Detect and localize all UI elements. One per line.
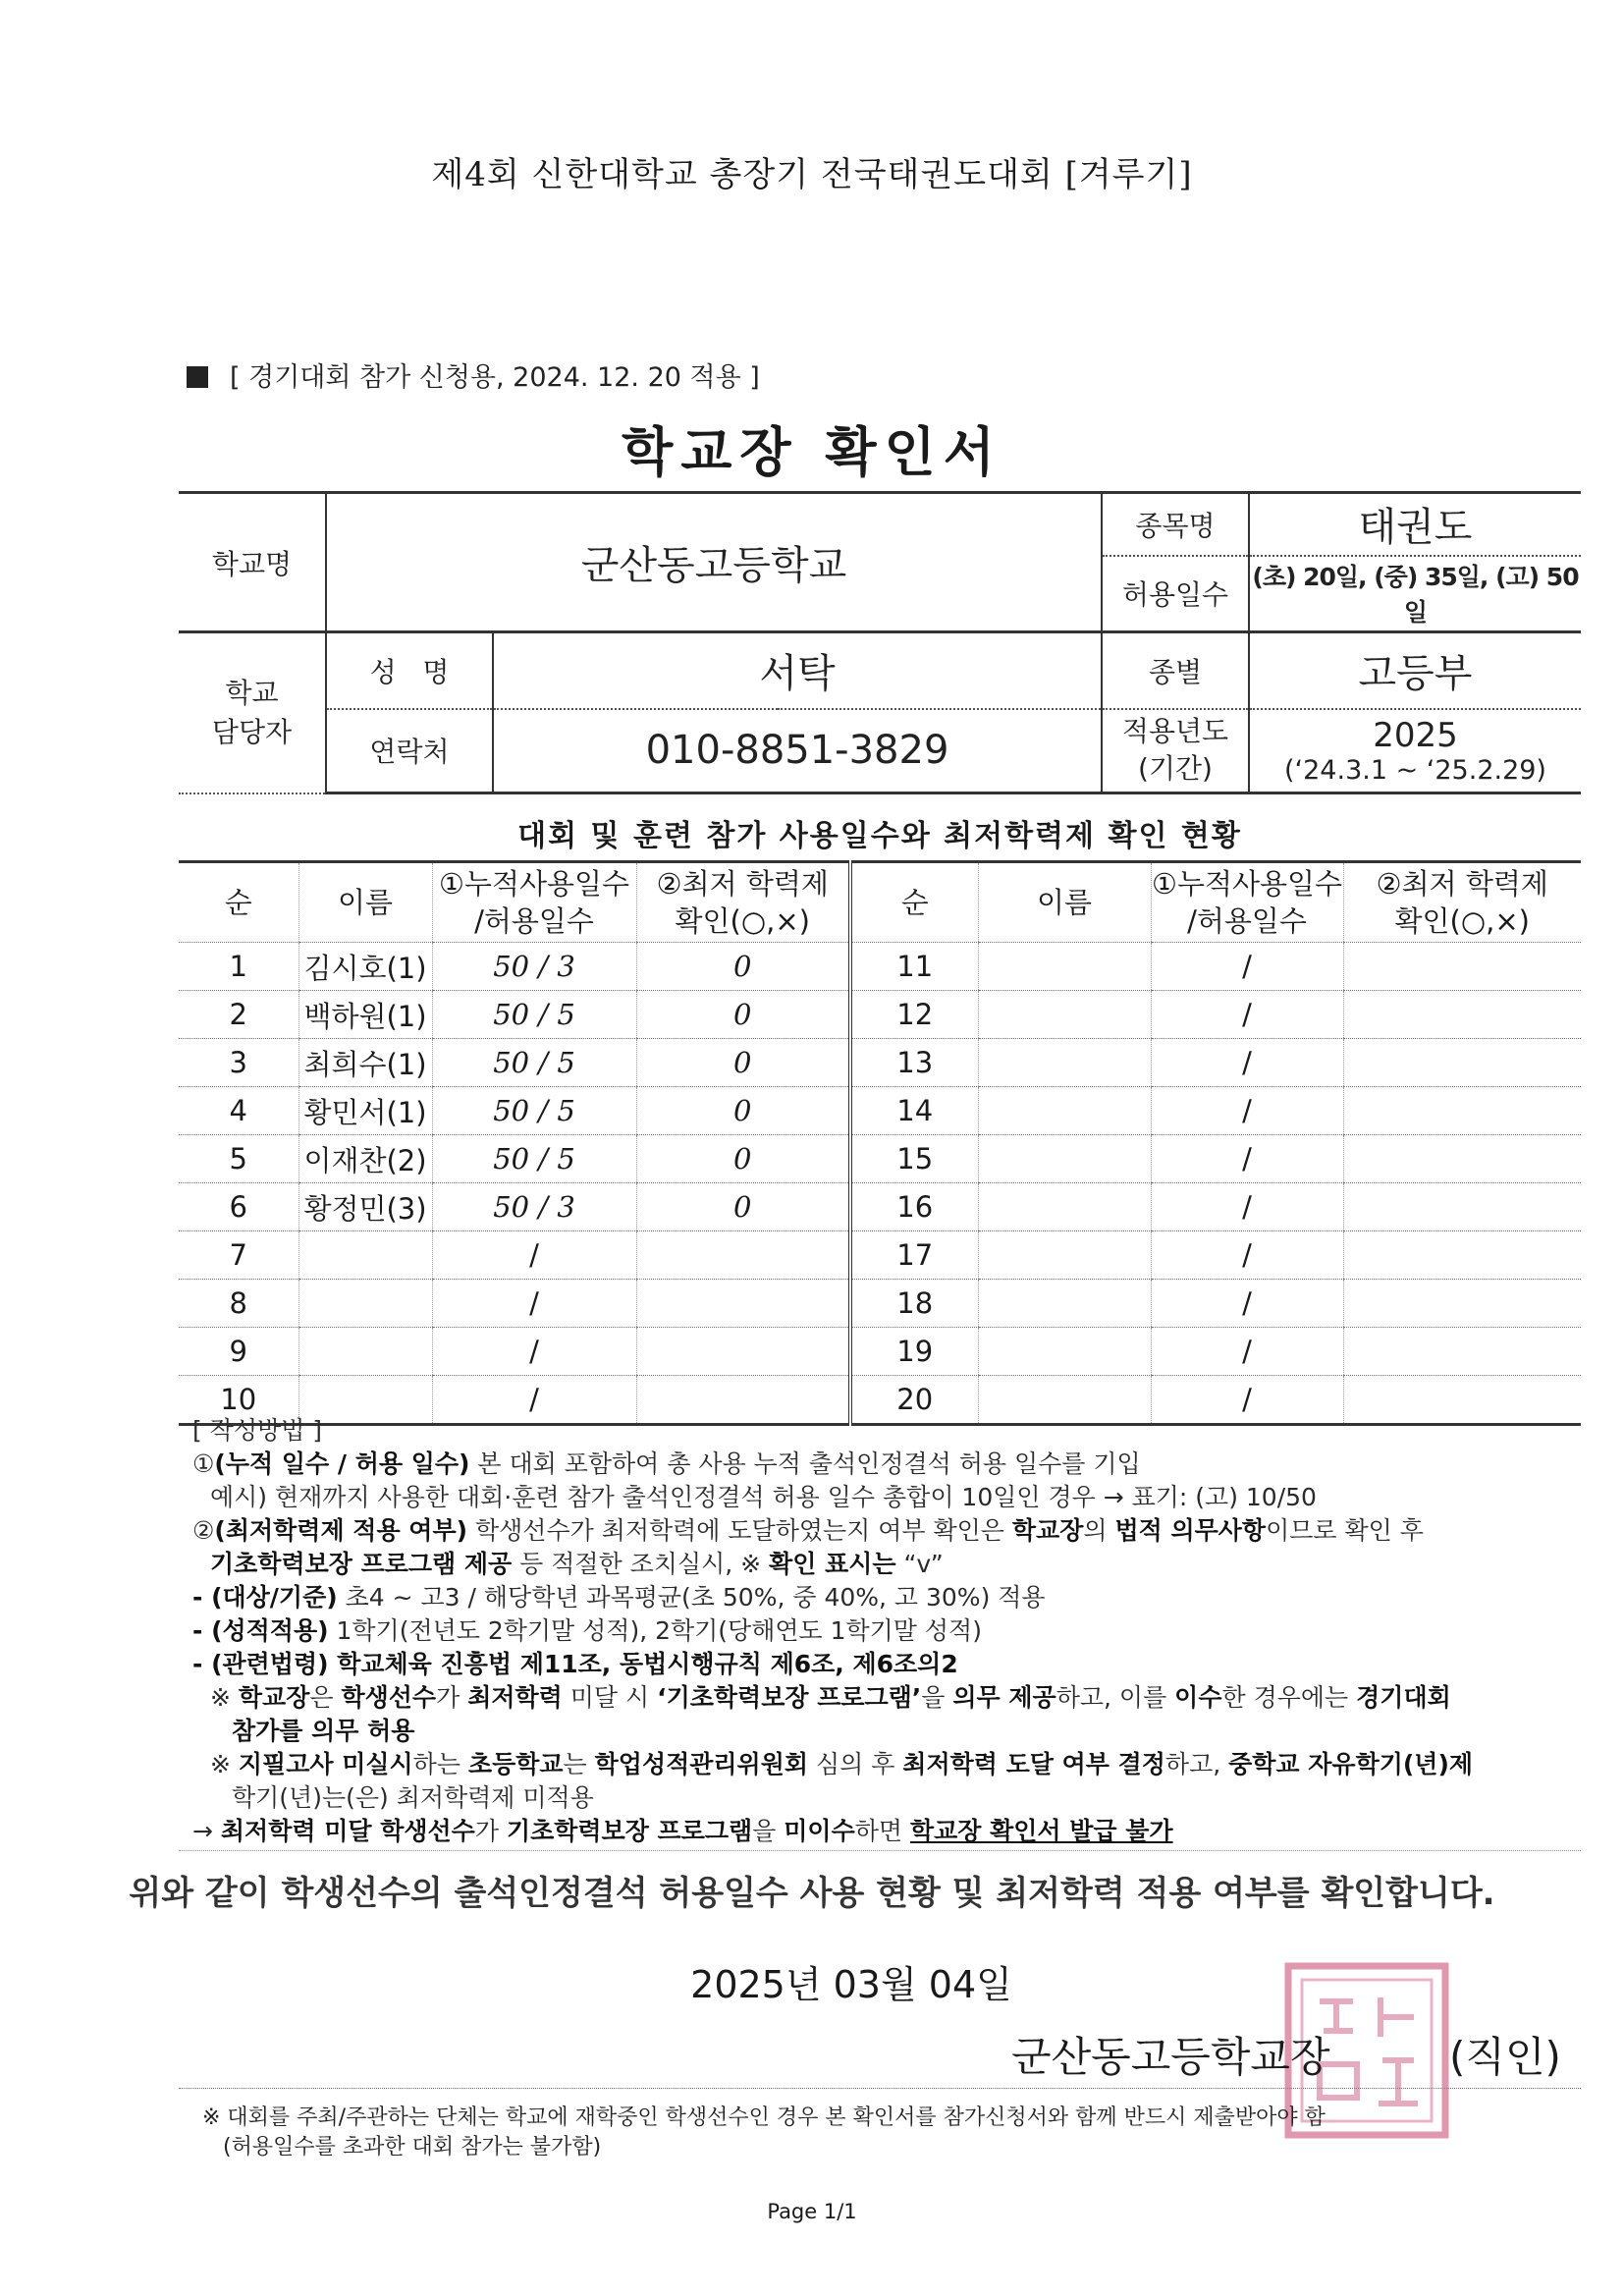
cell-used: / <box>1151 1280 1343 1328</box>
cell-check: 0 <box>636 1183 850 1231</box>
table-row <box>179 943 1581 991</box>
year-period: (‘24.3.1 ~ ‘25.2.29) <box>1284 754 1546 786</box>
cell-name <box>978 1135 1151 1183</box>
instruction-line-4: 기초학력보장 프로그램 제공 등 적절한 조치실시, ※ 확인 표시는 “v” <box>210 1550 944 1578</box>
cell-used: / <box>1151 1231 1343 1280</box>
cell-num: 7 <box>179 1231 298 1280</box>
table-row <box>179 1039 1581 1087</box>
col-name-header-right: 이름 <box>978 862 1151 943</box>
instruction-line-6: - (성적적용) 1학기(전년도 2학기말 성적), 2학기(당해연도 1학기말 성적) <box>192 1616 982 1645</box>
cell-check <box>636 1231 850 1280</box>
cell-num: 16 <box>850 1183 978 1231</box>
cell-check <box>1343 943 1581 991</box>
manager-name-value: 서탁 <box>493 632 1102 709</box>
allowed-days-label: 허용일수 <box>1102 556 1249 632</box>
name-label: 성 명 <box>326 632 493 709</box>
cell-num: 10 <box>179 1376 298 1425</box>
cell-check: 0 <box>636 1039 850 1087</box>
col-used-header: ①누적사용일수 /허용일수 <box>432 862 636 943</box>
instruction-line-11: 학기(년)는(은) 최저학력제 미적용 <box>232 1783 594 1812</box>
cell-num: 1 <box>179 943 298 991</box>
cell-used: / <box>432 1376 636 1425</box>
confirmation-statement: 위와 같이 학생선수의 출석인정결석 허용일수 사용 현황 및 최저학력 적용 여부를 확인합니다. <box>129 1874 1495 1913</box>
cell-num: 18 <box>850 1280 978 1328</box>
table-row <box>179 1135 1581 1183</box>
instruction-line-7: - (관련법령) 학교체육 진흥법 제11조, 동법시행규칙 제6조, 제6조의2 <box>192 1650 958 1678</box>
cell-used: / <box>1151 1039 1343 1087</box>
cell-used: / <box>1151 1183 1343 1231</box>
table-row <box>179 1231 1581 1280</box>
status-title: 대회 및 훈련 참가 사용일수와 최저학력제 확인 현황 <box>517 819 1242 853</box>
cell-num: 4 <box>179 1087 298 1135</box>
cell-used: 50 / 5 <box>432 991 636 1039</box>
seal-label: (직인) <box>1449 2033 1561 2081</box>
year-label: 적용년도 (기간) <box>1102 709 1249 793</box>
cell-name: 황정민(3) <box>298 1183 432 1231</box>
school-value: 군산동고등학교 <box>326 493 1102 632</box>
footnote: ※ 대회를 주최/주관하는 단체는 학교에 재학중인 학생선수인 경우 본 확인서를 참가신청서와 함께 반드시 제출받아야 함 (허용일수를 초과한 대회 참가는 불가함) <box>202 2105 1326 2159</box>
cell-check <box>1343 1183 1581 1231</box>
allowed-days-value: (초) 20일, (중) 35일, (고) 50일 <box>1249 556 1581 632</box>
cell-name <box>298 1231 432 1280</box>
cell-used: / <box>432 1328 636 1376</box>
cell-name: 최희수(1) <box>298 1039 432 1087</box>
cell-num: 19 <box>850 1328 978 1376</box>
cell-check <box>1343 1135 1581 1183</box>
table-row <box>179 1280 1581 1328</box>
manager-label: 학교 담당자 <box>179 632 326 793</box>
cell-num: 20 <box>850 1376 978 1425</box>
table-row <box>179 1087 1581 1135</box>
division-label: 종별 <box>1102 632 1249 709</box>
cell-name <box>298 1328 432 1376</box>
table-row <box>179 1328 1581 1376</box>
cell-used: / <box>1151 943 1343 991</box>
principal-title: 군산동고등학교장 <box>1011 2033 1330 2081</box>
sport-value: 태권도 <box>1249 493 1581 556</box>
cell-name <box>978 1039 1151 1087</box>
cell-name <box>978 1280 1151 1328</box>
contact-label: 연락처 <box>326 709 493 793</box>
school-label: 학교명 <box>179 493 326 632</box>
cell-check <box>1343 1280 1581 1328</box>
cell-num: 14 <box>850 1087 978 1135</box>
page-number: Page 1/1 <box>767 2200 857 2223</box>
instructions <box>192 1414 1567 1848</box>
cell-num: 11 <box>850 943 978 991</box>
cell-num: 9 <box>179 1328 298 1376</box>
cell-name: 황민서(1) <box>298 1087 432 1135</box>
cell-check: 0 <box>636 943 850 991</box>
cell-num: 13 <box>850 1039 978 1087</box>
divider <box>179 1850 1581 1851</box>
cell-name: 백하원(1) <box>298 991 432 1039</box>
cell-name <box>978 1328 1151 1376</box>
cell-num: 6 <box>179 1183 298 1231</box>
cell-num: 17 <box>850 1231 978 1280</box>
instruction-line-3: ②(최저학력제 적용 여부) 학생선수가 최저학력에 도달하였는지 여부 확인은 학교장의 법적 의무사항이므로 확인 후 <box>192 1516 1424 1545</box>
square-bullet-icon <box>187 366 208 388</box>
document-title: 학교장 확인서 <box>622 421 1002 483</box>
cell-name <box>978 1087 1151 1135</box>
year-value: 2025 <box>1373 715 1458 755</box>
col-check-header: ②최저 학력제 확인(○,×) <box>636 862 850 943</box>
col-num-header-right: 순 <box>850 862 978 943</box>
cell-num: 2 <box>179 991 298 1039</box>
cell-check <box>1343 1087 1581 1135</box>
cell-check: 0 <box>636 1135 850 1183</box>
cell-used: / <box>432 1280 636 1328</box>
cell-num: 12 <box>850 991 978 1039</box>
cell-num: 5 <box>179 1135 298 1183</box>
instruction-line-1: ①(누적 일수 / 허용 일수) 본 대회 포함하여 총 사용 누적 출석인정결석 허용 일수를 기입 <box>192 1449 1141 1478</box>
instruction-line-8: ※ 학교장은 학생선수가 최저학력 미달 시 ‘기초학력보장 프로그램’을 의무 제공하고, 이를 이수한 경우에는 경기대회 <box>210 1683 1451 1712</box>
year-cell <box>1249 709 1581 793</box>
form-note-text: [ 경기대회 참가 신청용, 2024. 12. 20 적용 ] <box>230 362 760 393</box>
cell-name: 이재찬(2) <box>298 1135 432 1183</box>
cell-used: / <box>1151 1087 1343 1135</box>
cell-used: / <box>1151 1328 1343 1376</box>
cell-used: / <box>432 1231 636 1280</box>
contact-value: 010-8851-3829 <box>493 709 1102 793</box>
cell-used: 50 / 5 <box>432 1039 636 1087</box>
instruction-line-9: 참가를 의무 허용 <box>232 1717 415 1745</box>
cell-name <box>978 1231 1151 1280</box>
instruction-line-12: → 최저학력 미달 학생선수가 기초학력보장 프로그램을 미이수하면 학교장 확인서 발급 불가 <box>192 1817 1173 1845</box>
cell-check <box>1343 991 1581 1039</box>
cell-check <box>636 1280 850 1328</box>
cell-used: / <box>1151 991 1343 1039</box>
cell-used: 50 / 3 <box>432 943 636 991</box>
issue-date: 2025년 03월 04일 <box>690 1963 1012 2006</box>
instructions-title: [ 작성방법 ] <box>192 1416 323 1445</box>
cell-used: 50 / 5 <box>432 1135 636 1183</box>
event-title: 제4회 신한대학교 총장기 전국태권도대회 [겨루기] <box>431 155 1193 194</box>
cell-name <box>978 991 1151 1039</box>
cell-name <box>298 1280 432 1328</box>
cell-check <box>1343 1328 1581 1376</box>
instruction-line-5: - (대상/기준) 초4 ~ 고3 / 해당학년 과목평균(초 50%, 중 40%, 고 30%) 적용 <box>192 1583 1046 1612</box>
cell-used: / <box>1151 1376 1343 1425</box>
cell-num: 3 <box>179 1039 298 1087</box>
division-value: 고등부 <box>1249 632 1581 709</box>
table-row <box>179 991 1581 1039</box>
col-used-header-right: ①누적사용일수 /허용일수 <box>1151 862 1343 943</box>
cell-name <box>978 943 1151 991</box>
cell-used: / <box>1151 1135 1343 1183</box>
cell-num: 15 <box>850 1135 978 1183</box>
cell-check: 0 <box>636 991 850 1039</box>
cell-name <box>978 1183 1151 1231</box>
cell-check <box>636 1328 850 1376</box>
cell-name: 김시호(1) <box>298 943 432 991</box>
header-table <box>179 491 1581 794</box>
form-note <box>187 355 760 394</box>
instruction-line-2: 예시) 현재까지 사용한 대회·훈련 참가 출석인정결석 허용 일수 총합이 10일인 경우 → 표기: (고) 10/50 <box>210 1483 1317 1511</box>
cell-check: 0 <box>636 1087 850 1135</box>
col-check-header-right: ②최저 학력제 확인(○,×) <box>1343 862 1581 943</box>
col-num-header: 순 <box>179 862 298 943</box>
cell-used: 50 / 5 <box>432 1087 636 1135</box>
col-name-header: 이름 <box>298 862 432 943</box>
cell-used: 50 / 3 <box>432 1183 636 1231</box>
athlete-table <box>179 860 1581 1426</box>
cell-num: 8 <box>179 1280 298 1328</box>
cell-check <box>1343 1039 1581 1087</box>
footnote-divider <box>179 2088 1581 2089</box>
instruction-line-10: ※ 지필고사 미실시하는 초등학교는 학업성적관리위원회 심의 후 최저학력 도달 여부 결정하고, 중학교 자유학기(년)제 <box>210 1750 1474 1778</box>
table-row <box>179 1183 1581 1231</box>
sport-label: 종목명 <box>1102 493 1249 556</box>
cell-check <box>1343 1231 1581 1280</box>
